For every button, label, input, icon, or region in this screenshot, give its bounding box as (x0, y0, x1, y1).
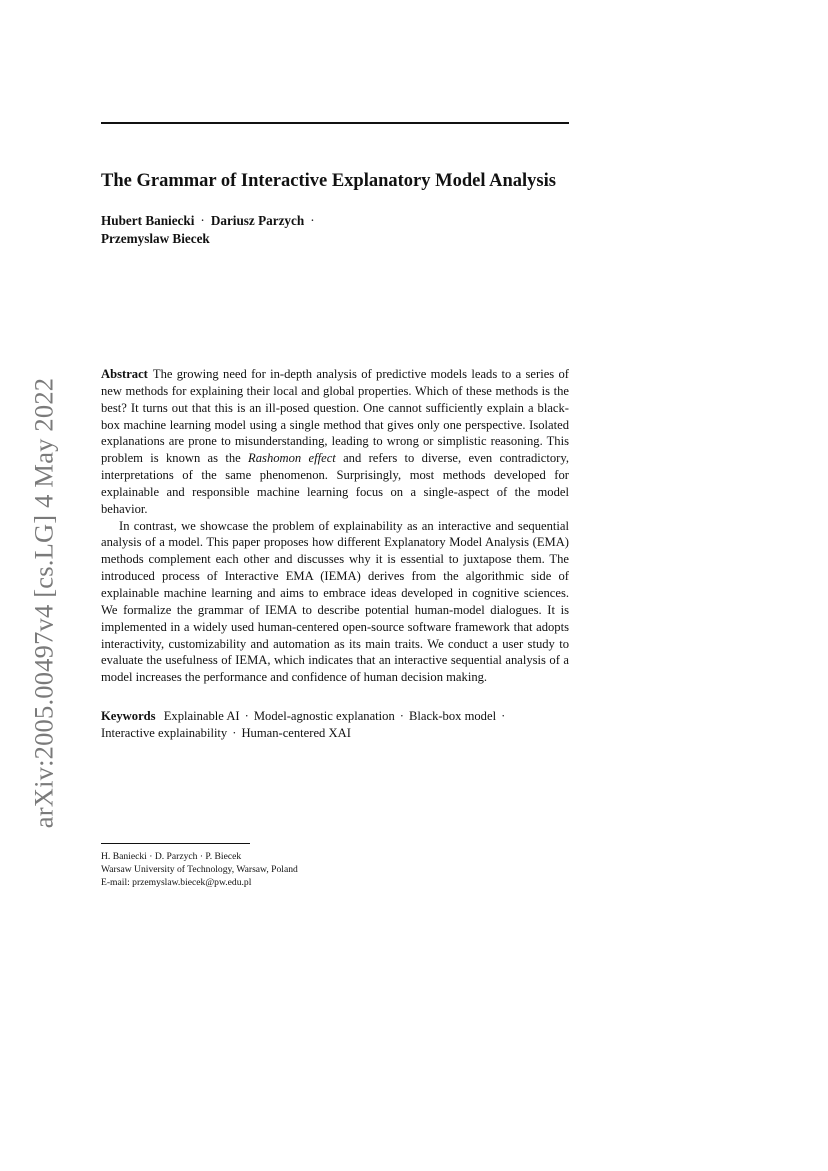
abstract-label: Abstract (101, 367, 148, 381)
keyword-separator: · (399, 709, 404, 723)
keyword: Interactive explainability (101, 725, 228, 740)
abstract (101, 366, 569, 686)
abstract-text: and refers to diverse, even contradictory, interpretations of the same phenomenon. Surprisingly, most methods developed for explainable and responsible machine learning focus on a single-aspect of the model behavior. (101, 451, 569, 516)
abstract-emphasis: Rashomon effect (248, 451, 336, 466)
keyword: Model-agnostic explanation (253, 709, 395, 723)
author-list (101, 212, 401, 248)
keywords (101, 708, 569, 742)
keyword: Explainable AI (163, 709, 240, 723)
footnote-affiliation: Warsaw University of Technology, Warsaw, Poland (101, 864, 298, 876)
abstract-paragraph (101, 366, 569, 518)
top-rule (101, 122, 569, 124)
keywords-label: Keywords (101, 709, 156, 723)
author-separator: · (200, 213, 205, 228)
keyword: Human-centered XAI (241, 725, 351, 740)
paper-title: The Grammar of Interactive Explanatory Model Analysis (101, 171, 556, 191)
arxiv-stamp[interactable]: arXiv:2005.00497v4 [cs.LG] 4 May 2022 (28, 377, 59, 829)
abstract-paragraph: In contrast, we showcase the problem of explainability as an interactive and sequential analysis of a model. This paper proposes how different Explanatory Model Analysis (EMA) methods complement each other and discusses why it is essential to juxtapose them. The introduced process of Interactive EMA (IEMA) derives from the algorithmic side of explainable machine learning and aims to embrace ideas developed in cognitive sciences. We formalize the grammar of IEMA to describe potential human-model dialogues. It is implemented in a widely used human-centered open-source software framework that adopts interactivity, customizability and automation as its main traits. We conduct a user study to evaluate the usefulness of IEMA, which indicates that an interactive sequential analysis of a model increases the performance and confidence of human decision making. (101, 518, 569, 685)
author-name: Hubert Baniecki (101, 213, 195, 228)
keyword-separator: · (232, 725, 237, 740)
footnote-authors: H. Baniecki · D. Parzych · P. Biecek (101, 851, 242, 862)
footnote-email[interactable]: E-mail: przemyslaw.biecek@pw.edu.pl (101, 877, 252, 889)
footnote (101, 850, 501, 890)
author-name: Dariusz Parzych (210, 213, 305, 228)
keyword-separator: · (501, 709, 506, 723)
author-separator: · (310, 213, 315, 228)
keyword-separator: · (244, 709, 249, 723)
keyword: Black-box model (408, 709, 497, 723)
abstract-text: The growing need for in-depth analysis of predictive models leads to a series of new methods for explaining their local and global properties. Which of these methods is the best? It turns out that this is an ill-posed question. One cannot sufficiently explain a black-box machine learning model using a single method that gives only one perspective. Isolated explanations are prone to misunderstanding, leading to wrong or simplistic reasoning. This problem is known as the (101, 367, 569, 466)
author-name: Przemyslaw Biecek (101, 231, 210, 246)
footnote-rule (101, 843, 250, 844)
